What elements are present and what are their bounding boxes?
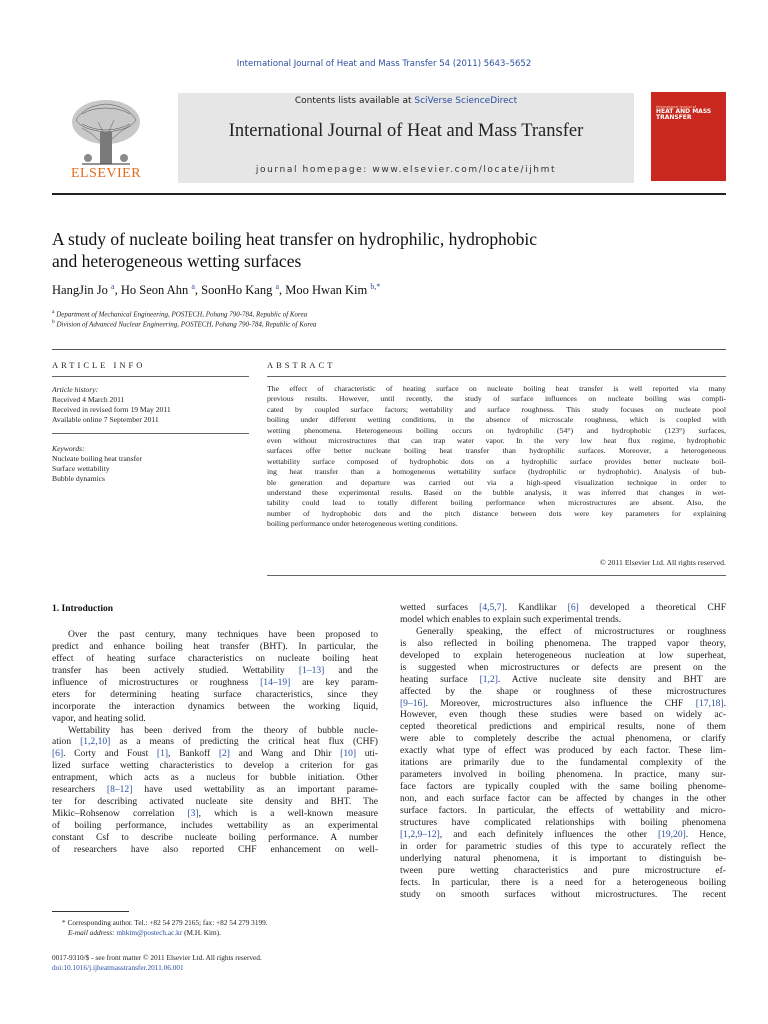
paper-title — [52, 228, 652, 272]
keyword-item: Surface wettability — [52, 463, 110, 473]
abstract-line: ble generation and departure was carried out via a high-speed visualization technique in order to — [267, 477, 726, 487]
author-separator: , — [114, 283, 121, 298]
body-text-line: wetted surfaces [4,5,7]. Kandlikar [6] developed a theoretical CHF — [400, 602, 726, 613]
body-text-line: study on smooth surfaces without microstructures. The recent — [400, 888, 726, 900]
body-column-left — [52, 629, 378, 856]
body-text-line: underlying natural phenomena, it is important to distinguish be- — [400, 852, 726, 864]
sciencedirect-link[interactable]: SciVerse ScienceDirect — [414, 96, 518, 106]
body-text-line: incorporate the interaction dynamics between the working liquid, — [52, 700, 378, 712]
citation-link[interactable]: [6] — [567, 602, 579, 613]
body-text-line: influence of microstructures or roughness [14–19] are key param- — [52, 676, 378, 688]
corresponding-author-text: * Corresponding author. Tel.: +82 54 279 2165; fax: +82 54 279 3199. — [62, 918, 268, 927]
body-text-line: developed to explain heterogeneous nucleation at low superheat, — [400, 649, 726, 661]
keywords-block — [52, 444, 252, 484]
body-text-line: of boiling performance, includes wettability as an experimental — [52, 820, 378, 831]
citation-link[interactable]: [19,20] — [657, 828, 686, 840]
affiliation-a — [52, 309, 307, 318]
abstract-rule — [267, 575, 726, 576]
body-text-line: tween pure wetting characteristics and pure microstructure ef- — [400, 864, 726, 876]
body-column-right — [400, 602, 726, 900]
body-text-line: cepted theoretical predictions and empirical results, none of them — [400, 721, 726, 733]
page-footer — [52, 953, 382, 973]
body-text-line: entrapment, which acts as a nucleus for bubble initiation. Other — [52, 772, 378, 784]
history-item: Received in revised form 19 May 2011 — [52, 404, 171, 414]
body-text-line: vapor, and heating solid. — [52, 712, 146, 724]
paper-title-line: A study of nucleate boiling heat transfer on hydrophilic, hydrophobic — [52, 229, 538, 249]
author-list — [52, 282, 722, 298]
body-text-line: in order for parametric studies of this type to accurately reflect the — [400, 840, 726, 852]
author-name[interactable]: Ho Seon Ahn — [120, 283, 189, 298]
abstract-line: understand these experimental results. Based on the bubble analysis, it was inferred that changes in wet- — [267, 488, 726, 498]
history-label: Article history: — [52, 385, 99, 394]
abstract-rule — [267, 376, 726, 377]
body-text-line: effect of heating surface characteristics on nucleate boiling heat — [52, 652, 378, 664]
contents-prefix: Contents lists available at — [294, 96, 415, 106]
citation-link[interactable]: [1–13] — [298, 664, 325, 676]
title-divider — [52, 349, 726, 350]
email-link[interactable]: mhkim@postech.ac.kr — [116, 928, 183, 937]
journal-citation-link[interactable]: International Journal of Heat and Mass Transfer 54 (2011) 5643–5652 — [236, 59, 532, 69]
doi-link[interactable]: doi:10.1016/j.ijheatmasstransfer.2011.06.001 — [52, 963, 184, 972]
abstract-line: previous results. However, until recently, the study of surface influences on nucleate boiling was compli- — [267, 394, 726, 404]
body-text-line: were able to completely describe the actual phenomena, or clarify — [400, 733, 726, 745]
body-text-line: itations are primarily due to the fundamental complexity of the — [400, 757, 726, 769]
body-text-line: lized surface wetting characteristics to develop a criterion for gas — [52, 760, 378, 772]
article-info-rule — [52, 433, 249, 434]
cover-small-text: International Journal of — [656, 105, 697, 109]
article-info-heading: ARTICLE INFO — [52, 360, 146, 370]
abstract-line: ing heat transfer than a homogeneous wettability surface (hydrophilic or hydrophobic). Analysis of bub- — [267, 467, 726, 477]
body-text-line: However, even though these studies were based on widely ac- — [400, 709, 726, 721]
abstract-line: number of hydrophobic dots and the pitch distance between dots were key parameters for explaining — [267, 508, 726, 518]
cover-title-text: HEAT AND MASS TRANSFER — [656, 108, 712, 121]
history-item: Available online 7 September 2011 — [52, 414, 159, 424]
body-text-line: transfer has been actively studied. Wettability [1–13] and the — [52, 664, 378, 676]
body-text-line: Over the past century, many techniques have been proposed to — [68, 629, 378, 640]
corresponding-author-footnote — [52, 918, 382, 938]
author-affiliation-mark[interactable]: a — [111, 282, 115, 291]
citation-link[interactable]: [14–19] — [260, 676, 291, 688]
abstract-line: tability could lead to totally different boiling performance when microstructures are absent. Also, the — [267, 498, 726, 508]
author-separator: , — [279, 283, 286, 298]
body-text-line: predict and enhance boiling heat transfer (BHT). In particular, the — [52, 640, 378, 652]
author-name[interactable]: SoonHo Kang — [201, 283, 273, 298]
citation-link[interactable]: [9–16] — [400, 697, 426, 709]
citation-link[interactable]: [8–12] — [106, 784, 133, 796]
body-text-line: researchers [8–12] have used wettability as an important parame- — [52, 784, 378, 796]
body-text-line: surface factors. In particular, the effects of wettability and micro- — [400, 804, 726, 816]
body-text-line: heating surface [1,2]. Active nucleate site density and BHT are — [400, 673, 726, 685]
affiliation-b — [52, 319, 316, 328]
paper-title-line: and heterogeneous wetting surfaces — [52, 251, 302, 271]
abstract-line: cated by coupled surface factors; wettability and surface roughness. This study focuses on nucleate pool — [267, 404, 726, 414]
author-affiliation-mark[interactable]: a — [191, 282, 195, 291]
body-text-line: ter for describing activated nucleate site density and BHT. The — [52, 796, 378, 808]
abstract-line: The effect of characteristic of heating surface on nucleate boiling heat transfer is well reported via many — [267, 384, 726, 393]
abstract-line: wetting phenomena. Heterogeneous boiling occurs on hydrophilic (54°) and hydrophobic (123°) surfaces, — [267, 425, 726, 435]
abstract-line: boiling under different wetting conditions, in the absence of microscale roughness, which is coupled with — [267, 415, 726, 425]
author-separator: , — [194, 283, 202, 298]
keyword-item: Nucleate boiling heat transfer — [52, 453, 143, 463]
body-text-line: [1,2,9–12], and each definitely influences the other [19,20]. Hence, — [400, 828, 726, 840]
abstract-heading: ABSTRACT — [267, 360, 336, 370]
author-affiliation-mark[interactable]: b,* — [370, 282, 381, 291]
body-text-line: of researchers have also reported CHF enhancement on well- — [52, 843, 378, 855]
body-text-line: is also reflected in boiling phenomena. The trapped vapor theory, — [400, 637, 726, 649]
abstract-body — [267, 384, 726, 530]
body-text-line: Mikic–Rohsenow correlation [3], which is a well-known measure — [52, 808, 379, 820]
article-history — [52, 385, 252, 425]
citation-link[interactable]: [10] — [340, 748, 357, 760]
body-text-line: ation [1,2,10] as a means of predicting the critical heat flux (CHF) — [52, 736, 378, 748]
header-divider — [52, 193, 726, 195]
elsevier-wordmark: ELSEVIER — [70, 166, 142, 181]
author-name[interactable]: HangJin Jo — [52, 283, 108, 298]
abstract-line: boiling performance under heterogeneous wetting conditions. — [267, 519, 458, 529]
body-text-line: Generally speaking, the effect of microstructures or roughness — [416, 625, 726, 637]
affiliation-mark: a — [52, 309, 55, 315]
body-text-line: model which enables to explain such experimental trends. — [400, 613, 622, 625]
citation-link[interactable]: [1,2,10] — [80, 736, 111, 748]
abstract-copyright: © 2011 Elsevier Ltd. All rights reserved. — [599, 558, 726, 567]
issn-line: 0017-9310/$ - see front matter © 2011 Elsevier Ltd. All rights reserved. — [52, 953, 262, 962]
abstract-line: wettability surface composed of hydrophobic dots on a hydrophilic surface provides better nucleate boil- — [267, 456, 726, 466]
citation-link[interactable]: [4,5,7] — [479, 602, 505, 613]
body-text-line: fects. In particular, there is a need for a heterogeneous boiling — [400, 876, 726, 888]
author-affiliation-mark[interactable]: a — [275, 282, 280, 291]
body-text-line: structures have complicated relationships with boiling phenomena — [400, 816, 726, 828]
body-text-line: exactly what type of effect was produced by each factor. These lim- — [400, 745, 726, 757]
citation-link[interactable]: [1,2,9–12] — [400, 828, 440, 840]
body-text-line: constant Csf to describe nucleate boiling performance. A number — [52, 831, 378, 843]
abstract-line: even without microstructures that can trap water vapor. In the very low heat flux regime, hydrophobic — [267, 436, 726, 446]
citation-link[interactable]: [6] — [52, 748, 64, 760]
body-text-line: non, and each surface factor can be affected by changes in the other — [400, 793, 726, 804]
citation-link[interactable]: [17,18] — [695, 697, 724, 709]
body-text-line: eters for determining heating surface characteristics, since they — [52, 688, 378, 700]
keywords-label: Keywords: — [52, 444, 85, 453]
article-info-rule — [52, 376, 249, 377]
introduction-heading: 1. Introduction — [52, 604, 114, 614]
email-suffix: (M.H. Kim). — [182, 928, 221, 937]
body-text-line: affected by the shape or roughness of these microstructures — [400, 685, 726, 697]
body-text-line: [9–16]. Moreover, microstructures also influence the CHF [17,18]. — [400, 697, 726, 709]
citation-link[interactable]: [2] — [218, 748, 230, 760]
citation-link[interactable]: [1] — [156, 748, 169, 760]
body-text-line: [6]. Corty and Foust [1], Bankoff [2] and Wang and Dhir [10] uti- — [52, 748, 378, 760]
affiliation-mark: b — [52, 319, 55, 325]
body-text-line: face factors are typically coupled with the same boiling phenome- — [400, 781, 726, 793]
citation-link[interactable]: [3] — [187, 808, 199, 820]
email-label: E-mail address: — [68, 928, 117, 937]
author-name[interactable]: Moo Hwan Kim — [285, 283, 368, 298]
keyword-item: Bubble dynamics — [52, 473, 105, 483]
history-item: Received 4 March 2011 — [52, 394, 125, 404]
journal-cover-thumbnail — [651, 92, 726, 181]
body-text-line: is suggested when microstructures or defects are present on the — [400, 661, 726, 673]
affiliation-text: Department of Mechanical Engineering, POSTECH, Pohang 790-784, Republic of Korea — [56, 310, 308, 319]
affiliation-text: Division of Advanced Nuclear Engineering, POSTECH, Pohang 790-784, Republic of Korea — [56, 320, 317, 329]
journal-title: International Journal of Heat and Mass Transfer — [228, 121, 584, 141]
body-text-line: parameters involved in boiling phenomena. In practice, many sur- — [400, 769, 726, 781]
journal-homepage-link[interactable]: journal homepage: www.elsevier.com/locate/ijhmt — [255, 165, 557, 175]
footnote-rule — [52, 911, 129, 912]
body-text-line: Wettability has been derived from the theory of bubble nucle- — [68, 724, 378, 736]
abstract-line: surfaces offer better nucleate boiling heat transfer than hydrophilic surfaces. Moreover, a heterogeneous — [267, 446, 726, 456]
contents-available-line — [178, 96, 634, 106]
citation-link[interactable]: [1,2] — [479, 673, 498, 685]
